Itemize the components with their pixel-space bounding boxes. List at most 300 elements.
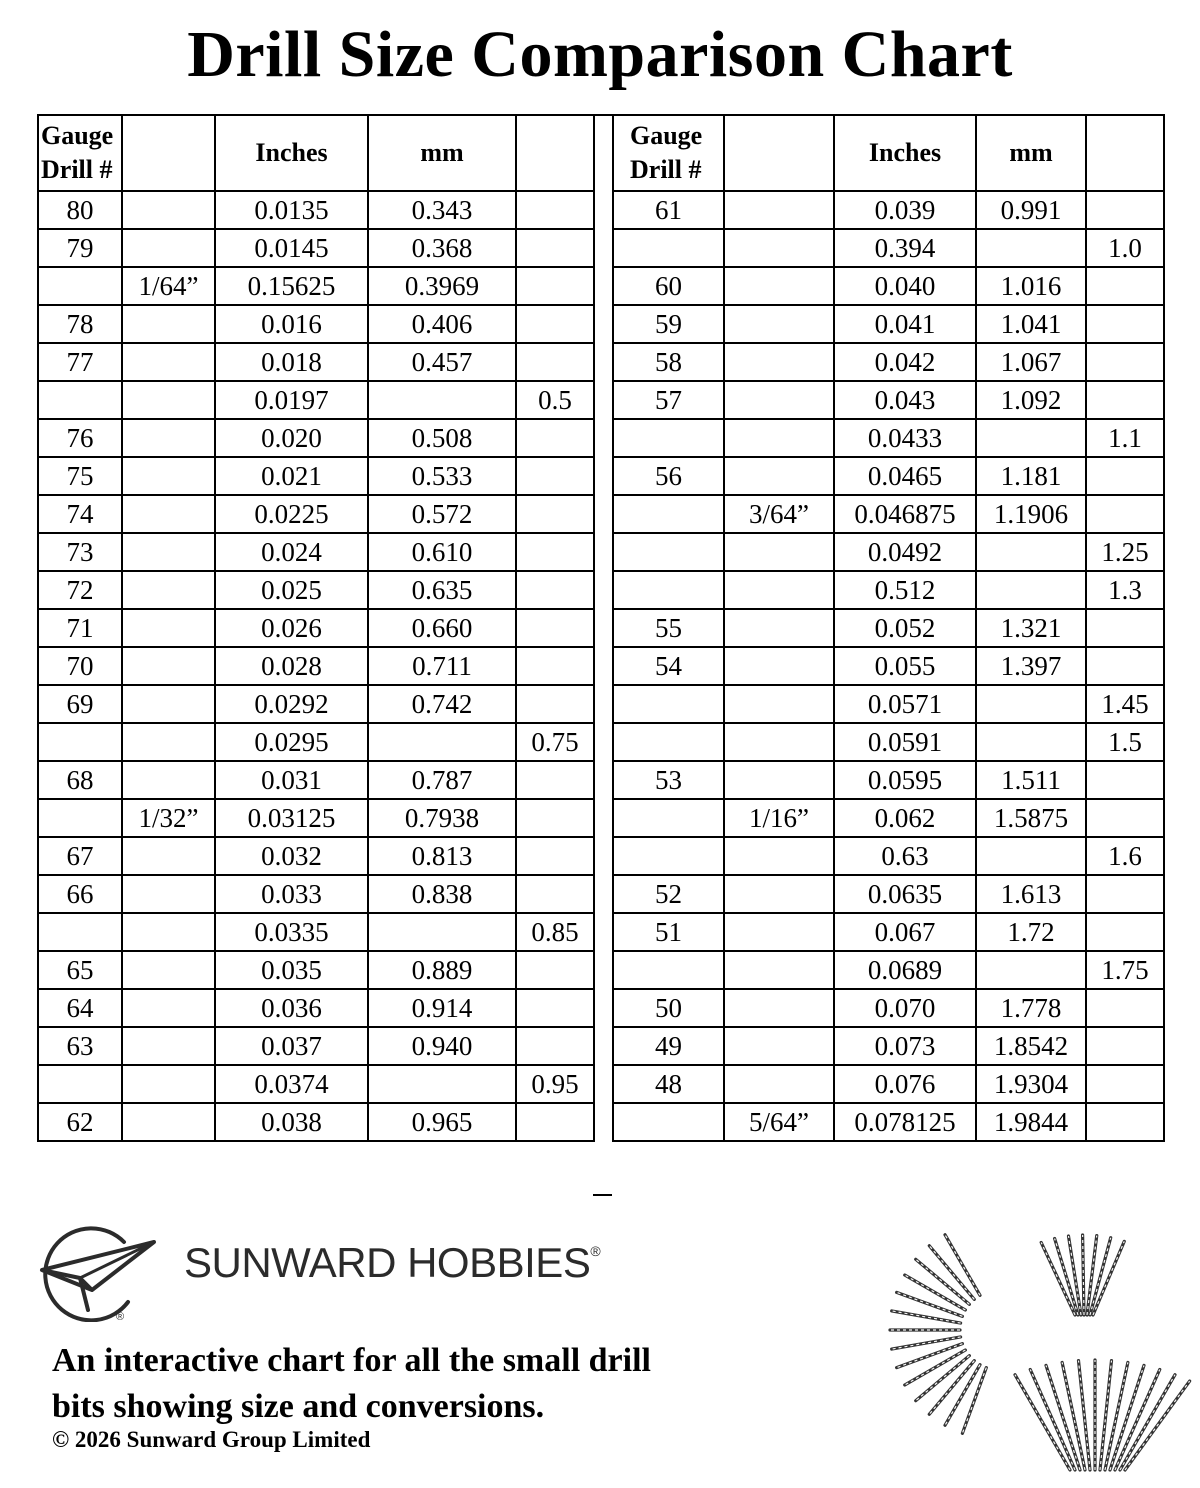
table-row [38,343,594,381]
mm-cell [976,571,1086,609]
fraction-cell [122,419,215,457]
inches-cell: 0.036 [215,989,368,1027]
inches-cell: 0.0492 [834,533,976,571]
metric-cell [1086,267,1164,305]
metric-cell [516,647,594,685]
fraction-cell [724,229,834,267]
table-row [38,381,594,419]
fraction-cell [724,533,834,571]
gauge-cell [613,837,724,875]
inches-cell: 0.0145 [215,229,368,267]
gauge-cell [613,723,724,761]
inches-cell: 0.512 [834,571,976,609]
mm-cell [368,913,516,951]
mm-cell: 1.1906 [976,495,1086,533]
table-row [38,305,594,343]
gauge-cell [613,571,724,609]
table-header-row [38,115,594,191]
header-fraction [724,115,834,191]
mm-cell [976,837,1086,875]
metric-cell: 1.5 [1086,723,1164,761]
gauge-cell: 61 [613,191,724,229]
mm-cell: 0.7938 [368,799,516,837]
drill-bit-icon [1015,1375,1070,1470]
drill-bit-icon [1093,1241,1124,1315]
inches-cell: 0.039 [834,191,976,229]
mm-cell [368,381,516,419]
inches-cell: 0.024 [215,533,368,571]
table-row [613,799,1164,837]
logo-registered-mark: ® [116,1311,125,1322]
gauge-cell: 59 [613,305,724,343]
header-metric [516,115,594,191]
table-row [613,761,1164,799]
mm-cell: 0.368 [368,229,516,267]
gauge-cell: 73 [38,533,122,571]
drill-table-right [612,114,1165,1142]
mm-cell: 0.572 [368,495,516,533]
inches-cell: 0.055 [834,647,976,685]
inches-cell: 0.026 [215,609,368,647]
fraction-cell [122,761,215,799]
fraction-cell [122,343,215,381]
fraction-cell [122,647,215,685]
inches-cell: 0.031 [215,761,368,799]
table-row [613,457,1164,495]
gauge-cell [38,1065,122,1103]
table-row [38,1103,594,1141]
table-row [38,267,594,305]
table-row [613,343,1164,381]
fraction-cell [122,1027,215,1065]
metric-cell: 0.95 [516,1065,594,1103]
fraction-cell [724,571,834,609]
metric-cell [516,1027,594,1065]
inches-cell: 0.032 [215,837,368,875]
table-row [613,989,1164,1027]
mm-cell: 0.533 [368,457,516,495]
tagline-line-1: An interactive chart for all the small drill [52,1342,651,1379]
mm-cell: 0.965 [368,1103,516,1141]
gauge-cell: 76 [38,419,122,457]
table-row [38,761,594,799]
inches-cell: 0.028 [215,647,368,685]
metric-cell [1086,1027,1164,1065]
metric-cell [516,761,594,799]
table-gap-divider [593,114,612,1196]
fraction-cell [122,305,215,343]
fraction-cell [122,989,215,1027]
table-row [38,533,594,571]
table-row [613,1103,1164,1141]
table-row [613,723,1164,761]
header-gauge-line1: Gauge [630,121,703,151]
metric-cell [1086,191,1164,229]
inches-cell: 0.0595 [834,761,976,799]
header-gauge-line1: Gauge [41,121,114,151]
gauge-cell: 72 [38,571,122,609]
mm-cell: 1.9304 [976,1065,1086,1103]
fraction-cell [724,761,834,799]
fraction-cell [724,191,834,229]
mm-cell: 0.3969 [368,267,516,305]
metric-cell [516,571,594,609]
mm-cell: 0.813 [368,837,516,875]
mm-cell: 1.181 [976,457,1086,495]
inches-cell: 0.63 [834,837,976,875]
mm-cell [368,1065,516,1103]
fraction-cell: 3/64” [724,495,834,533]
metric-cell: 1.3 [1086,571,1164,609]
inches-cell: 0.038 [215,1103,368,1141]
fraction-cell [122,191,215,229]
inches-cell: 0.035 [215,951,368,989]
table-row [38,685,594,723]
fraction-cell [122,1065,215,1103]
header-gauge-drill [38,115,122,191]
inches-cell: 0.394 [834,229,976,267]
table-row [38,647,594,685]
mm-cell: 0.508 [368,419,516,457]
mm-cell: 0.343 [368,191,516,229]
inches-cell: 0.025 [215,571,368,609]
metric-cell [516,267,594,305]
mm-cell: 1.5875 [976,799,1086,837]
gauge-cell: 56 [613,457,724,495]
metric-cell [1086,1103,1164,1141]
table-row [38,799,594,837]
fraction-cell [122,381,215,419]
table-row [38,457,594,495]
fraction-cell [122,495,215,533]
inches-cell: 0.0197 [215,381,368,419]
mm-cell: 1.72 [976,913,1086,951]
table-row [38,495,594,533]
table-row [613,571,1164,609]
mm-cell [976,419,1086,457]
gauge-cell: 52 [613,875,724,913]
metric-cell [516,457,594,495]
fraction-cell [122,457,215,495]
mm-cell: 1.041 [976,305,1086,343]
gauge-cell: 80 [38,191,122,229]
inches-cell: 0.073 [834,1027,976,1065]
metric-cell [516,951,594,989]
metric-cell [1086,989,1164,1027]
mm-cell: 0.406 [368,305,516,343]
table-row [38,191,594,229]
tagline [52,1338,772,1430]
table-row [38,989,594,1027]
gauge-cell [613,1103,724,1141]
table-row [613,609,1164,647]
gauge-cell [613,685,724,723]
table-row [613,875,1164,913]
metric-cell [1086,761,1164,799]
gauge-cell: 68 [38,761,122,799]
inches-cell: 0.0635 [834,875,976,913]
inches-cell: 0.018 [215,343,368,381]
drill-bit-icon [1083,1235,1084,1315]
table-row [613,229,1164,267]
mm-cell: 1.321 [976,609,1086,647]
gauge-cell [38,913,122,951]
inches-cell: 0.042 [834,343,976,381]
inches-cell: 0.046875 [834,495,976,533]
gauge-cell: 74 [38,495,122,533]
gauge-cell: 55 [613,609,724,647]
metric-cell [1086,305,1164,343]
mm-cell [368,723,516,761]
gauge-cell: 48 [613,1065,724,1103]
mm-cell: 1.613 [976,875,1086,913]
fraction-cell: 5/64” [724,1103,834,1141]
mm-cell: 0.742 [368,685,516,723]
fraction-cell [724,1027,834,1065]
metric-cell: 0.85 [516,913,594,951]
metric-cell [516,533,594,571]
inches-cell: 0.0335 [215,913,368,951]
fraction-cell [724,723,834,761]
table-row [38,875,594,913]
table-header-row [613,115,1164,191]
inches-cell: 0.0591 [834,723,976,761]
header-gauge-line2: Drill # [41,155,113,184]
mm-cell: 0.457 [368,343,516,381]
inches-cell: 0.070 [834,989,976,1027]
header-mm: mm [368,115,516,191]
gauge-cell: 60 [613,267,724,305]
table-row [38,1065,594,1103]
metric-cell [516,191,594,229]
gauge-cell [38,381,122,419]
gauge-cell [38,799,122,837]
metric-cell: 1.75 [1086,951,1164,989]
mm-cell: 1.067 [976,343,1086,381]
fraction-cell [122,609,215,647]
fraction-cell [724,457,834,495]
inches-cell: 0.021 [215,457,368,495]
table-row [38,419,594,457]
table-row [38,951,594,989]
mm-cell: 0.787 [368,761,516,799]
fraction-cell: 1/64” [122,267,215,305]
mm-cell: 0.660 [368,609,516,647]
gauge-cell: 53 [613,761,724,799]
fraction-cell [724,419,834,457]
fraction-cell [724,989,834,1027]
paper-plane-logo-icon [36,1218,160,1322]
inches-cell: 0.041 [834,305,976,343]
metric-cell [516,419,594,457]
mm-cell: 1.511 [976,761,1086,799]
fraction-cell [724,685,834,723]
gauge-cell: 69 [38,685,122,723]
gauge-cell: 57 [613,381,724,419]
table-row [613,305,1164,343]
inches-cell: 0.040 [834,267,976,305]
metric-cell [516,875,594,913]
metric-cell [1086,609,1164,647]
header-fraction [122,115,215,191]
metric-cell [1086,875,1164,913]
fraction-cell [724,381,834,419]
mm-cell [976,229,1086,267]
gauge-cell: 77 [38,343,122,381]
gauge-cell: 65 [38,951,122,989]
inches-cell: 0.0374 [215,1065,368,1103]
table-row [613,913,1164,951]
inches-cell: 0.0689 [834,951,976,989]
fraction-cell: 1/16” [724,799,834,837]
inches-cell: 0.033 [215,875,368,913]
metric-cell [1086,799,1164,837]
table-row [613,1065,1164,1103]
mm-cell: 1.092 [976,381,1086,419]
inches-cell: 0.0433 [834,419,976,457]
metric-cell [1086,457,1164,495]
fraction-cell [724,1065,834,1103]
table-row [613,381,1164,419]
fraction-cell [724,837,834,875]
gauge-cell [613,799,724,837]
table-row [613,419,1164,457]
mm-cell: 0.914 [368,989,516,1027]
metric-cell [516,799,594,837]
copyright-notice: © 2026 Sunward Group Limited [52,1427,371,1452]
table-row [613,191,1164,229]
table-row [613,533,1164,571]
header-metric [1086,115,1164,191]
metric-cell [1086,913,1164,951]
metric-cell [516,229,594,267]
gauge-cell [613,951,724,989]
mm-cell: 0.610 [368,533,516,571]
header-mm: mm [976,115,1086,191]
header-gauge-line2: Drill # [630,155,702,184]
table-row [613,685,1164,723]
metric-cell [1086,381,1164,419]
mm-cell: 0.940 [368,1027,516,1065]
metric-cell: 1.6 [1086,837,1164,875]
mm-cell: 1.397 [976,647,1086,685]
gauge-cell [38,267,122,305]
fraction-cell [724,267,834,305]
fraction-cell: 1/32” [122,799,215,837]
metric-cell [1086,1065,1164,1103]
brand-registered-mark: ® [590,1243,601,1259]
mm-cell: 1.778 [976,989,1086,1027]
gauge-cell: 75 [38,457,122,495]
metric-cell [516,495,594,533]
mm-cell [976,533,1086,571]
inches-cell: 0.016 [215,305,368,343]
table-row [613,267,1164,305]
gauge-cell: 67 [38,837,122,875]
table-row [38,723,594,761]
gauge-cell [613,533,724,571]
header-inches: Inches [215,115,368,191]
gauge-cell [613,229,724,267]
metric-cell: 1.0 [1086,229,1164,267]
table-row [613,1027,1164,1065]
fraction-cell [122,685,215,723]
metric-cell [1086,495,1164,533]
gauge-cell: 54 [613,647,724,685]
mm-cell: 0.711 [368,647,516,685]
table-row [38,913,594,951]
table-row [613,951,1164,989]
table-row [38,1027,594,1065]
inches-cell: 0.043 [834,381,976,419]
fraction-cell [122,913,215,951]
inches-cell: 0.0571 [834,685,976,723]
inches-cell: 0.067 [834,913,976,951]
metric-cell [516,1103,594,1141]
gauge-cell: 66 [38,875,122,913]
mm-cell: 0.889 [368,951,516,989]
gauge-cell: 63 [38,1027,122,1065]
metric-cell [1086,343,1164,381]
metric-cell [516,343,594,381]
fraction-cell [724,343,834,381]
metric-cell [516,685,594,723]
fraction-cell [122,951,215,989]
gauge-cell: 78 [38,305,122,343]
fraction-cell [122,837,215,875]
fraction-cell [724,609,834,647]
fraction-cell [122,229,215,267]
table-row [38,229,594,267]
mm-cell: 0.991 [976,191,1086,229]
mm-cell: 1.8542 [976,1027,1086,1065]
metric-cell: 1.1 [1086,419,1164,457]
fraction-cell [724,951,834,989]
header-gauge-drill [613,115,724,191]
metric-cell [516,837,594,875]
mm-cell: 0.635 [368,571,516,609]
inches-cell: 0.037 [215,1027,368,1065]
inches-cell: 0.0292 [215,685,368,723]
fraction-cell [724,913,834,951]
gauge-cell [613,419,724,457]
mm-cell: 1.9844 [976,1103,1086,1141]
inches-cell: 0.0465 [834,457,976,495]
fraction-cell [122,533,215,571]
table-row [38,609,594,647]
drill-bit-icon [1120,1375,1175,1470]
fraction-cell [122,571,215,609]
fraction-cell [122,723,215,761]
fraction-cell [724,647,834,685]
inches-cell: 0.0295 [215,723,368,761]
table-row [613,647,1164,685]
table-row [38,571,594,609]
metric-cell [516,305,594,343]
mm-cell: 0.838 [368,875,516,913]
fraction-cell [724,305,834,343]
gauge-cell: 58 [613,343,724,381]
header-inches: Inches [834,115,976,191]
metric-cell [516,989,594,1027]
gauge-cell: 49 [613,1027,724,1065]
inches-cell: 0.062 [834,799,976,837]
fraction-cell [122,875,215,913]
metric-cell: 1.25 [1086,533,1164,571]
gauge-cell: 79 [38,229,122,267]
drill-table-left [37,114,595,1142]
gauge-cell: 64 [38,989,122,1027]
